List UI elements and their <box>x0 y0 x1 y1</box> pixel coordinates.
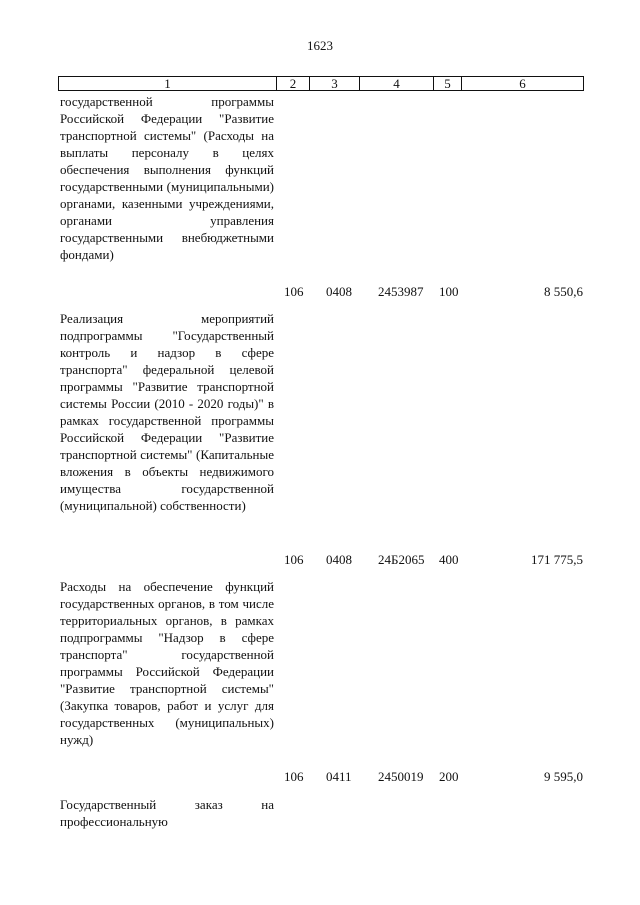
row-section-code: 0411 <box>326 769 352 784</box>
page-number: 1623 <box>307 38 333 53</box>
row-ministry-code: 106 <box>284 552 304 567</box>
row-amount: 171 775,5 <box>531 552 583 567</box>
header-col-6: 6 <box>519 76 526 91</box>
table-header-row <box>58 76 584 91</box>
row-amount: 9 595,0 <box>544 769 583 784</box>
row-target-code: 24Б2065 <box>378 552 425 567</box>
row-expense-type: 100 <box>439 284 459 299</box>
header-col-5: 5 <box>434 77 462 90</box>
row-amount: 8 550,6 <box>544 284 583 299</box>
header-col-1: 1 <box>59 77 277 90</box>
header-col-3: 3 <box>310 77 360 90</box>
row-expense-type: 400 <box>439 552 459 567</box>
row-ministry-code: 106 <box>284 769 304 784</box>
row-description: Расходы на обеспечение функций государственных органов, в том числе территориальных органов, в рамках подпрограммы "Надзор в сфере транспорта" государственной программы Российской Федерации "Развитие транспортной системы" (Закупка товаров, работ и услуг для государственных (муниципальных) нужд) <box>60 579 274 747</box>
row-section-code: 0408 <box>326 552 352 567</box>
header-col-2: 2 <box>277 77 310 90</box>
row-ministry-code: 106 <box>284 284 304 299</box>
row-description: Реализация мероприятий подпрограммы "Государственный контроль и надзор в сфере транспорта" федеральной целевой программы "Развитие транспортной системы России (2010 - 2020 годы)" в рамках государственной программы Российской Федерации "Развитие транспортной системы" (Капитальные вложения в объекты недвижимого имущества государственной (муниципальной) собственности) <box>60 311 274 513</box>
row-target-code: 2453987 <box>378 284 424 299</box>
row-description: Государственный заказ на профессиональную <box>60 797 274 829</box>
row-section-code: 0408 <box>326 284 352 299</box>
row-target-code: 2450019 <box>378 769 424 784</box>
row-expense-type: 200 <box>439 769 459 784</box>
row-description: государственной программы Российской Федерации "Развитие транспортной системы" (Расходы на выплаты персоналу в целях обеспечения выполнения функций государственными (муниципальными) органами, казенными учреждениями, органами управления государственными внебюджетными фондами) <box>60 94 274 262</box>
header-col-4: 4 <box>360 77 434 90</box>
